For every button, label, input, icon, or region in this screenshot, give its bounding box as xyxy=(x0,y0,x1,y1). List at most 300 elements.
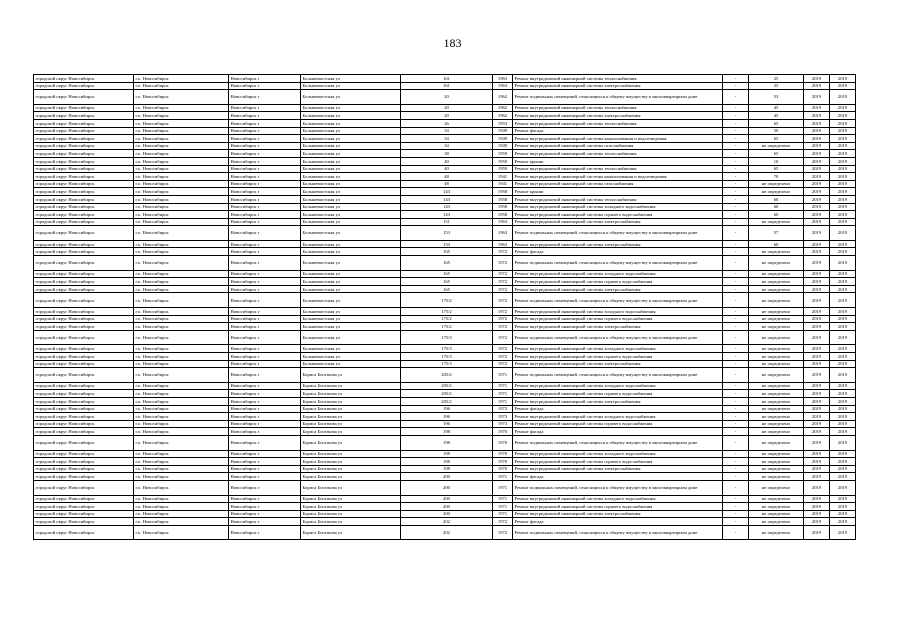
cell-cost: не определено xyxy=(749,428,804,436)
cell-plan-year-start: 2019 xyxy=(804,278,830,286)
cell-work: Ремонт внутридомовой инженерной системы теплоснабжения xyxy=(513,119,723,127)
cell-dash: - xyxy=(723,173,749,181)
cell-plan-year-end: 2019 xyxy=(830,480,856,495)
cell-dash: - xyxy=(723,435,749,450)
cell-dash: - xyxy=(723,293,749,308)
cell-city: Новосибирск г xyxy=(229,165,301,173)
table-row xyxy=(34,82,856,90)
cell-cost: не определено xyxy=(749,503,804,511)
cell-house: 175/2 xyxy=(401,308,493,316)
cell-work: Ремонт внутридомовой инженерной системы холодного водоснабжения xyxy=(513,413,723,421)
cell-year: 1963 xyxy=(493,218,513,226)
cell-city: Новосибирск г xyxy=(229,256,301,271)
cell-okrug: городской округ Новосибирск xyxy=(34,353,134,361)
cell-plan-year-start: 2019 xyxy=(804,293,830,308)
cell-house: 175/2 xyxy=(401,293,493,308)
cell-work: Ремонт крыши xyxy=(513,157,723,165)
cell-go: г.о. Новосибирск xyxy=(134,104,229,112)
cell-go: г.о. Новосибирск xyxy=(134,188,229,196)
table-row xyxy=(34,420,856,428)
cell-okrug: городской округ Новосибирск xyxy=(34,473,134,481)
cell-plan-year-end: 2019 xyxy=(830,405,856,413)
cell-street: Бориса Богаткова ул xyxy=(301,518,401,526)
cell-go: г.о. Новосибирск xyxy=(134,256,229,271)
cell-city: Новосибирск г xyxy=(229,458,301,466)
cell-cost: не определено xyxy=(749,142,804,150)
cell-city: Новосибирск г xyxy=(229,90,301,105)
cell-plan-year-start: 2019 xyxy=(804,315,830,323)
cell-plan-year-end: 2019 xyxy=(830,119,856,127)
cell-city: Новосибирск г xyxy=(229,518,301,526)
cell-city: Новосибирск г xyxy=(229,323,301,331)
cell-street: Большевистская ул xyxy=(301,240,401,248)
cell-cost: 53 xyxy=(749,90,804,105)
cell-house: 165 xyxy=(401,248,493,256)
cell-house: 38 xyxy=(401,150,493,158)
cell-street: Бориса Богаткова ул xyxy=(301,473,401,481)
cell-work: Ремонт внутридомовой инженерной системы электроснабжения xyxy=(513,112,723,120)
cell-plan-year-start: 2019 xyxy=(804,127,830,135)
cell-go: г.о. Новосибирск xyxy=(134,142,229,150)
cell-cost: не определено xyxy=(749,382,804,390)
cell-cost: не определено xyxy=(749,248,804,256)
cell-city: Новосибирск г xyxy=(229,465,301,473)
cell-street: Бориса Богаткова ул xyxy=(301,435,401,450)
cell-go: г.о. Новосибирск xyxy=(134,510,229,518)
cell-plan-year-end: 2019 xyxy=(830,270,856,278)
cell-go: г.о. Новосибирск xyxy=(134,248,229,256)
cell-city: Новосибирск г xyxy=(229,510,301,518)
cell-cost: не определено xyxy=(749,458,804,466)
cell-year: 1958 xyxy=(493,195,513,203)
cell-house: 205/2 xyxy=(401,382,493,390)
cell-go: г.о. Новосибирск xyxy=(134,435,229,450)
table-row xyxy=(34,104,856,112)
cell-work: Ремонт внутридомовой инженерной системы холодного водоснабжения xyxy=(513,203,723,211)
cell-house: 151 xyxy=(401,218,493,226)
cell-city: Новосибирск г xyxy=(229,420,301,428)
cell-plan-year-end: 2019 xyxy=(830,195,856,203)
cell-plan-year-end: 2019 xyxy=(830,315,856,323)
cell-okrug: городской округ Новосибирск xyxy=(34,495,134,503)
cell-house: 34 xyxy=(401,127,493,135)
table-row xyxy=(34,397,856,405)
cell-city: Новосибирск г xyxy=(229,330,301,345)
cell-go: г.о. Новосибирск xyxy=(134,127,229,135)
cell-year: 1972 xyxy=(493,323,513,331)
cell-street: Большевистская ул xyxy=(301,119,401,127)
cell-go: г.о. Новосибирск xyxy=(134,157,229,165)
cell-street: Большевистская ул xyxy=(301,112,401,120)
cell-work: Ремонт внутридомовой инженерной системы теплоснабжения xyxy=(513,195,723,203)
cell-street: Большевистская ул xyxy=(301,293,401,308)
cell-street: Большевистская ул xyxy=(301,278,401,286)
cell-go: г.о. Новосибирск xyxy=(134,218,229,226)
cell-work: Ремонт внутридомовой инженерной системы холодного водоснабжения xyxy=(513,450,723,458)
cell-go: г.о. Новосибирск xyxy=(134,518,229,526)
cell-work: Ремонт внутридомовой инженерной системы электроснабжения xyxy=(513,510,723,518)
cell-house: 175/3 xyxy=(401,345,493,353)
cell-street: Большевистская ул xyxy=(301,150,401,158)
cell-plan-year-end: 2019 xyxy=(830,397,856,405)
cell-plan-year-end: 2019 xyxy=(830,330,856,345)
cell-plan-year-end: 2019 xyxy=(830,473,856,481)
table-row xyxy=(34,510,856,518)
cell-work: Ремонт внутридомовой инженерной системы электроснабжения xyxy=(513,465,723,473)
cell-city: Новосибирск г xyxy=(229,142,301,150)
cell-year: 1971 xyxy=(493,473,513,481)
cell-city: Новосибирск г xyxy=(229,353,301,361)
cell-dash: - xyxy=(723,150,749,158)
table-row xyxy=(34,293,856,308)
cell-dash: - xyxy=(723,203,749,211)
cell-year: 1963 xyxy=(493,82,513,90)
cell-house: 202 xyxy=(401,518,493,526)
table-row xyxy=(34,142,856,150)
cell-work: Ремонт внутридомовой инженерной системы электроснабжения xyxy=(513,218,723,226)
cell-cost: не определено xyxy=(749,188,804,196)
cell-street: Большевистская ул xyxy=(301,256,401,271)
cell-work: Ремонт внутридомовой инженерной системы газоснабжения xyxy=(513,180,723,188)
cell-plan-year-end: 2019 xyxy=(830,173,856,181)
cell-year: 1973 xyxy=(493,420,513,428)
cell-city: Новосибирск г xyxy=(229,382,301,390)
cell-street: Большевистская ул xyxy=(301,173,401,181)
cell-plan-year-end: 2019 xyxy=(830,420,856,428)
cell-okrug: городской округ Новосибирск xyxy=(34,157,134,165)
cell-house: 165 xyxy=(401,278,493,286)
table-row xyxy=(34,480,856,495)
cell-cost: не определено xyxy=(749,420,804,428)
cell-street: Большевистская ул xyxy=(301,127,401,135)
table-row xyxy=(34,188,856,196)
cell-work: Ремонт внутридомовой инженерной системы теплоснабжения xyxy=(513,75,723,83)
cell-house: 20 xyxy=(401,104,493,112)
cell-dash: - xyxy=(723,256,749,271)
cell-dash: - xyxy=(723,270,749,278)
cell-cost: 57 xyxy=(749,226,804,241)
cell-work: Ремонт внутридомовой инженерной системы холодного водоснабжения xyxy=(513,495,723,503)
cell-year: 1971 xyxy=(493,503,513,511)
cell-street: Бориса Богаткова ул xyxy=(301,450,401,458)
cell-plan-year-end: 2019 xyxy=(830,495,856,503)
cell-okrug: городской округ Новосибирск xyxy=(34,323,134,331)
cell-house: 198 xyxy=(401,435,493,450)
table-row xyxy=(34,368,856,383)
cell-plan-year-start: 2019 xyxy=(804,465,830,473)
cell-plan-year-end: 2019 xyxy=(830,382,856,390)
cell-house: 200 xyxy=(401,495,493,503)
cell-year: 1971 xyxy=(493,397,513,405)
cell-okrug: городской округ Новосибирск xyxy=(34,428,134,436)
cell-work: Ремонт внутридомовой инженерной системы канализования и водоотведения xyxy=(513,135,723,143)
cell-work: Ремонт внутридомовой инженерной системы электроснабжения xyxy=(513,240,723,248)
cell-okrug: городской округ Новосибирск xyxy=(34,397,134,405)
cell-dash: - xyxy=(723,353,749,361)
cell-street: Бориса Богаткова ул xyxy=(301,397,401,405)
table-row xyxy=(34,256,856,271)
cell-go: г.о. Новосибирск xyxy=(134,119,229,127)
cell-go: г.о. Новосибирск xyxy=(134,382,229,390)
cell-plan-year-end: 2019 xyxy=(830,211,856,219)
cell-cost: не определено xyxy=(749,278,804,286)
cell-city: Новосибирск г xyxy=(229,104,301,112)
cell-cost: не определено xyxy=(749,473,804,481)
cell-work: Ремонт внутридомовой инженерной системы теплоснабжения xyxy=(513,150,723,158)
cell-go: г.о. Новосибирск xyxy=(134,195,229,203)
cell-city: Новосибирск г xyxy=(229,218,301,226)
table-row xyxy=(34,503,856,511)
cell-city: Новосибирск г xyxy=(229,203,301,211)
cell-house: 153 xyxy=(401,240,493,248)
cell-street: Бориса Богаткова ул xyxy=(301,413,401,421)
cell-year: 1970 xyxy=(493,435,513,450)
cell-dash: - xyxy=(723,218,749,226)
cell-okrug: городской округ Новосибирск xyxy=(34,142,134,150)
cell-dash: - xyxy=(723,428,749,436)
cell-plan-year-start: 2019 xyxy=(804,248,830,256)
cell-okrug: городской округ Новосибирск xyxy=(34,188,134,196)
cell-year: 1959 xyxy=(493,157,513,165)
cell-plan-year-end: 2019 xyxy=(830,345,856,353)
cell-house: 153 xyxy=(401,226,493,241)
table-row xyxy=(34,405,856,413)
table-row xyxy=(34,428,856,436)
cell-city: Новосибирск г xyxy=(229,173,301,181)
cell-okrug: городской округ Новосибирск xyxy=(34,345,134,353)
cell-go: г.о. Новосибирск xyxy=(134,278,229,286)
cell-plan-year-start: 2019 xyxy=(804,397,830,405)
cell-plan-year-start: 2019 xyxy=(804,104,830,112)
cell-okrug: городской округ Новосибирск xyxy=(34,293,134,308)
cell-go: г.о. Новосибирск xyxy=(134,165,229,173)
table-row xyxy=(34,173,856,181)
cell-street: Бориса Богаткова ул xyxy=(301,510,401,518)
cell-go: г.о. Новосибирск xyxy=(134,390,229,398)
cell-city: Новосибирск г xyxy=(229,119,301,127)
table-row xyxy=(34,285,856,293)
cell-year: 1949 xyxy=(493,142,513,150)
cell-okrug: городской округ Новосибирск xyxy=(34,458,134,466)
cell-city: Новосибирск г xyxy=(229,397,301,405)
cell-plan-year-end: 2019 xyxy=(830,518,856,526)
cell-cost: 10 xyxy=(749,157,804,165)
table-row xyxy=(34,330,856,345)
cell-cost: не определено xyxy=(749,450,804,458)
cell-okrug: городской округ Новосибирск xyxy=(34,104,134,112)
cell-street: Большевистская ул xyxy=(301,104,401,112)
cell-go: г.о. Новосибирск xyxy=(134,420,229,428)
cell-dash: - xyxy=(723,315,749,323)
cell-city: Новосибирск г xyxy=(229,315,301,323)
cell-work: Ремонт подвальных помещений, относящихся к общему имуществу в многоквартирном доме xyxy=(513,256,723,271)
cell-dash: - xyxy=(723,420,749,428)
cell-cost: 60 xyxy=(749,240,804,248)
cell-cost: не определено xyxy=(749,397,804,405)
cell-plan-year-start: 2019 xyxy=(804,270,830,278)
cell-plan-year-start: 2019 xyxy=(804,240,830,248)
cell-house: 40 xyxy=(401,157,493,165)
cell-plan-year-end: 2019 xyxy=(830,240,856,248)
cell-house: 48 xyxy=(401,180,493,188)
cell-work: Ремонт подвальных помещений, относящихся к общему имуществу в многоквартирном доме xyxy=(513,368,723,383)
cell-cost: не определено xyxy=(749,525,804,540)
cell-plan-year-start: 2019 xyxy=(804,135,830,143)
cell-year: 1963 xyxy=(493,75,513,83)
cell-plan-year-end: 2019 xyxy=(830,82,856,90)
cell-work: Ремонт подвальных помещений, относящихся к общему имуществу в многоквартирном доме xyxy=(513,293,723,308)
cell-go: г.о. Новосибирск xyxy=(134,150,229,158)
cell-work: Ремонт внутридомовой инженерной системы горячего водоснабжения xyxy=(513,503,723,511)
table-row xyxy=(34,157,856,165)
cell-dash: - xyxy=(723,75,749,83)
cell-city: Новосибирск г xyxy=(229,248,301,256)
cell-dash: - xyxy=(723,465,749,473)
cell-plan-year-end: 2019 xyxy=(830,278,856,286)
cell-plan-year-start: 2019 xyxy=(804,420,830,428)
table-row xyxy=(34,226,856,241)
cell-work: Ремонт подвальных помещений, относящихся к общему имуществу в многоквартирном доме xyxy=(513,330,723,345)
cell-plan-year-start: 2019 xyxy=(804,165,830,173)
cell-city: Новосибирск г xyxy=(229,180,301,188)
cell-year: 1971 xyxy=(493,480,513,495)
cell-year: 1970 xyxy=(493,458,513,466)
cell-work: Ремонт внутридомовой инженерной системы горячего водоснабжения xyxy=(513,211,723,219)
cell-dash: - xyxy=(723,285,749,293)
cell-city: Новосибирск г xyxy=(229,82,301,90)
cell-year: 1972 xyxy=(493,278,513,286)
cell-plan-year-start: 2019 xyxy=(804,345,830,353)
cell-year: 1972 xyxy=(493,270,513,278)
table-row xyxy=(34,450,856,458)
cell-dash: - xyxy=(723,473,749,481)
cell-house: 20 xyxy=(401,112,493,120)
cell-plan-year-end: 2019 xyxy=(830,308,856,316)
cell-go: г.о. Новосибирск xyxy=(134,203,229,211)
cell-plan-year-start: 2019 xyxy=(804,458,830,466)
cell-plan-year-start: 2019 xyxy=(804,495,830,503)
cell-dash: - xyxy=(723,525,749,540)
cell-house: 175/3 xyxy=(401,360,493,368)
cell-cost: 50 xyxy=(749,127,804,135)
cell-okrug: городской округ Новосибирск xyxy=(34,270,134,278)
cell-plan-year-start: 2019 xyxy=(804,473,830,481)
cell-plan-year-end: 2019 xyxy=(830,458,856,466)
cell-house: 34 xyxy=(401,135,493,143)
cell-plan-year-end: 2019 xyxy=(830,188,856,196)
cell-city: Новосибирск г xyxy=(229,240,301,248)
cell-plan-year-end: 2019 xyxy=(830,165,856,173)
cell-year: 1970 xyxy=(493,450,513,458)
cell-okrug: городской округ Новосибирск xyxy=(34,211,134,219)
cell-work: Ремонт подвальных помещений, относящихся к общему имуществу в многоквартирном доме xyxy=(513,226,723,241)
cell-cost: не определено xyxy=(749,345,804,353)
cell-city: Новосибирск г xyxy=(229,226,301,241)
cell-cost: не определено xyxy=(749,390,804,398)
cell-work: Ремонт внутридомовой инженерной системы электроснабжения xyxy=(513,397,723,405)
table-row xyxy=(34,165,856,173)
cell-city: Новосибирск г xyxy=(229,150,301,158)
cell-city: Новосибирск г xyxy=(229,75,301,83)
cell-year: 1972 xyxy=(493,308,513,316)
cell-street: Бориса Богаткова ул xyxy=(301,405,401,413)
table-row xyxy=(34,315,856,323)
cell-year: 1970 xyxy=(493,465,513,473)
cell-okrug: городской округ Новосибирск xyxy=(34,135,134,143)
cell-go: г.о. Новосибирск xyxy=(134,308,229,316)
cell-work: Ремонт внутридомовой инженерной системы горячего водоснабжения xyxy=(513,390,723,398)
table-row xyxy=(34,345,856,353)
cell-street: Большевистская ул xyxy=(301,82,401,90)
cell-plan-year-start: 2019 xyxy=(804,173,830,181)
cell-house: 20 xyxy=(401,90,493,105)
cell-house: 198 xyxy=(401,428,493,436)
cell-dash: - xyxy=(723,142,749,150)
cell-year: 1962 xyxy=(493,90,513,105)
cell-go: г.о. Новосибирск xyxy=(134,397,229,405)
cell-okrug: городской округ Новосибирск xyxy=(34,150,134,158)
cell-cost: 65 xyxy=(749,165,804,173)
cell-plan-year-end: 2019 xyxy=(830,112,856,120)
cell-dash: - xyxy=(723,345,749,353)
cell-city: Новосибирск г xyxy=(229,495,301,503)
cell-year: 1972 xyxy=(493,525,513,540)
cell-house: 34 xyxy=(401,142,493,150)
cell-cost: не определено xyxy=(749,285,804,293)
cell-cost: 65 xyxy=(749,135,804,143)
cell-house: 205/2 xyxy=(401,397,493,405)
table-row xyxy=(34,270,856,278)
cell-go: г.о. Новосибирск xyxy=(134,270,229,278)
cell-cost: не определено xyxy=(749,480,804,495)
cell-work: Ремонт внутридомовой инженерной системы канализования и водоотведения xyxy=(513,173,723,181)
table-row xyxy=(34,180,856,188)
cell-plan-year-end: 2019 xyxy=(830,390,856,398)
cell-plan-year-start: 2019 xyxy=(804,119,830,127)
cell-plan-year-start: 2019 xyxy=(804,323,830,331)
cell-street: Бориса Богаткова ул xyxy=(301,480,401,495)
cell-cost: 25 xyxy=(749,75,804,83)
cell-plan-year-start: 2019 xyxy=(804,413,830,421)
cell-work: Ремонт внутридомовой инженерной системы холодного водоснабжения xyxy=(513,270,723,278)
cell-cost: 60 xyxy=(749,195,804,203)
cell-city: Новосибирск г xyxy=(229,135,301,143)
cell-house: 165 xyxy=(401,270,493,278)
cell-go: г.о. Новосибирск xyxy=(134,211,229,219)
cell-city: Новосибирск г xyxy=(229,435,301,450)
cell-city: Новосибирск г xyxy=(229,428,301,436)
cell-dash: - xyxy=(723,165,749,173)
cell-okrug: городской округ Новосибирск xyxy=(34,248,134,256)
cell-go: г.о. Новосибирск xyxy=(134,285,229,293)
cell-okrug: городской округ Новосибирск xyxy=(34,525,134,540)
cell-work: Ремонт внутридомовой инженерной системы электроснабжения xyxy=(513,82,723,90)
cell-year: 1970 xyxy=(493,428,513,436)
cell-year: 1953 xyxy=(493,119,513,127)
cell-okrug: городской округ Новосибирск xyxy=(34,90,134,105)
table-row xyxy=(34,119,856,127)
cell-plan-year-start: 2019 xyxy=(804,188,830,196)
cell-cost: не определено xyxy=(749,315,804,323)
cell-dash: - xyxy=(723,226,749,241)
cell-dash: - xyxy=(723,397,749,405)
cell-plan-year-end: 2019 xyxy=(830,293,856,308)
cell-city: Новосибирск г xyxy=(229,525,301,540)
cell-work: Ремонт внутридомовой инженерной системы электроснабжения xyxy=(513,360,723,368)
cell-year: 1958 xyxy=(493,188,513,196)
cell-plan-year-start: 2019 xyxy=(804,195,830,203)
cell-year: 1958 xyxy=(493,211,513,219)
